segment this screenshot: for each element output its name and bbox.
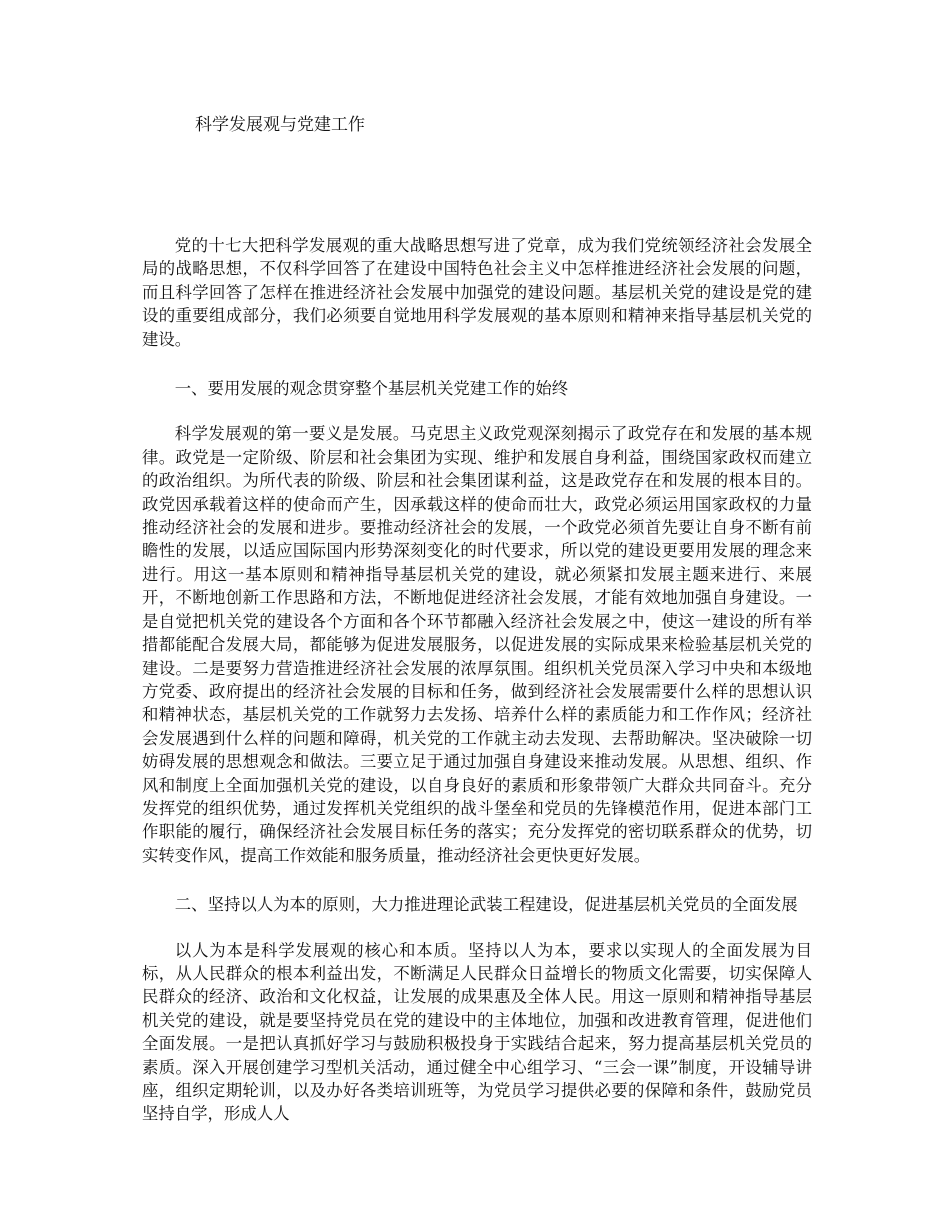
section-1-paragraph: 科学发展观的第一要义是发展。马克思主义政党观深刻揭示了政党存在和发展的基本规律。政党是一定阶级、阶层和社会集团为实现、维护和发展自身利益，围绕国家政权而建立的政治组织。为所代表的阶级、阶层和社会集团谋利益，这是政党存在和发展的根本目的。政党因承载着这样的使命而产生，因承载这样的使命而壮大，政党必须运用国家政权的力量推动经济社会的发展和进步。要推动经济社会的发展，一个政党必须首先要让自身不断有前瞻性的发展，以适应国际国内形势深刻变化的时代要求，所以党的建设更要用发展的理念来进行。用这一基本原则和精神指导基层机关党的建设，就必须紧扣发展主题来进行、来展开，不断地创新工作思路和方法，不断地促进经济社会发展，才能有效地加强自身建设。一是自觉把机关党的建设各个方面和各个环节都融入经济社会发展之中，使这一建设的所有举措都能配合发展大局，都能够为促进发展服务，以促进发展的实际成果来检验基层机关党的建设。二是要努力营造推进经济社会发展的浓厚氛围。组织机关党员深入学习中央和本级地方党委、政府提出的经济社会发展的目标和任务，做到经济社会发展需要什么样的思想认识和精神状态，基层机关党的工作就努力去发扬、培养什么样的素质能力和工作作风；经济社会发展遇到什么样的问题和障碍，机关党的工作就主动去发现、去帮助解决。坚决破除一切妨碍发展的思想观念和做法。三要立足于通过加强自身建设来推动发展。从思想、组织、作风和制度上全面加强机关党的建设，以自身良好的素质和形象带领广大群众共同奋斗。充分发挥党的组织优势，通过发挥机关党组织的战斗堡垒和党员的先锋模范作用，促进本部门工作职能的履行，确保经济社会发展目标任务的落实；充分发挥党的密切联系群众的优势，切实转变作风，提高工作效能和服务质量，推动经济社会更快更好发展。: [142, 424, 812, 865]
document-body: [142, 234, 812, 1126]
spacer: [142, 400, 812, 422]
section-2-paragraph: 以人为本是科学发展观的核心和本质。坚持以人为本，要求以实现人的全面发展为目标，从人民群众的根本利益出发，不断满足人民群众日益增长的物质文化需要，切实保障人民群众的经济、政治和文化权益，让发展的成果惠及全体人民。用这一原则和精神指导基层机关党的建设，就是要坚持党员在党的建设中的主体地位，加强和改进教育管理，促进他们全面发展。一是把认真抓好学习与鼓励积极投身于实践结合起来，努力提高基层机关党员的素质。深入开展创建学习型机关活动，通过健全中心组学习、“三会一课”制度，开设辅导讲座，组织定期轮训，以及办好各类培训班等，为党员学习提供必要的保障和条件，鼓励党员坚持自学，形成人人: [142, 940, 812, 1124]
spacer: [142, 917, 812, 939]
section-1-heading: 一、要用发展的观念贯穿整个基层机关党建工作的始终: [174, 379, 569, 399]
intro-paragraph: 党的十七大把科学发展观的重大战略思想写进了党章，成为我们党统领经济社会发展全局的战略思想，不仅科学回答了在建设中国特色社会主义中怎样推进经济社会发展的问题，而且科学回答了怎样在推进经济社会发展中加强党的建设问题。基层机关党的建设是党的建设的重要组成部分，我们必须要自觉地用科学发展观的基本原则和精神来指导基层机关党的建设。: [142, 236, 812, 349]
document-title: 科学发展观与党建工作: [195, 115, 365, 135]
section-2-heading: 二、坚持以人为本的原则，大力推进理论武装工程建设，促进基层机关党员的全面发展: [174, 895, 798, 915]
spacer: [142, 867, 812, 893]
spacer: [142, 351, 812, 377]
